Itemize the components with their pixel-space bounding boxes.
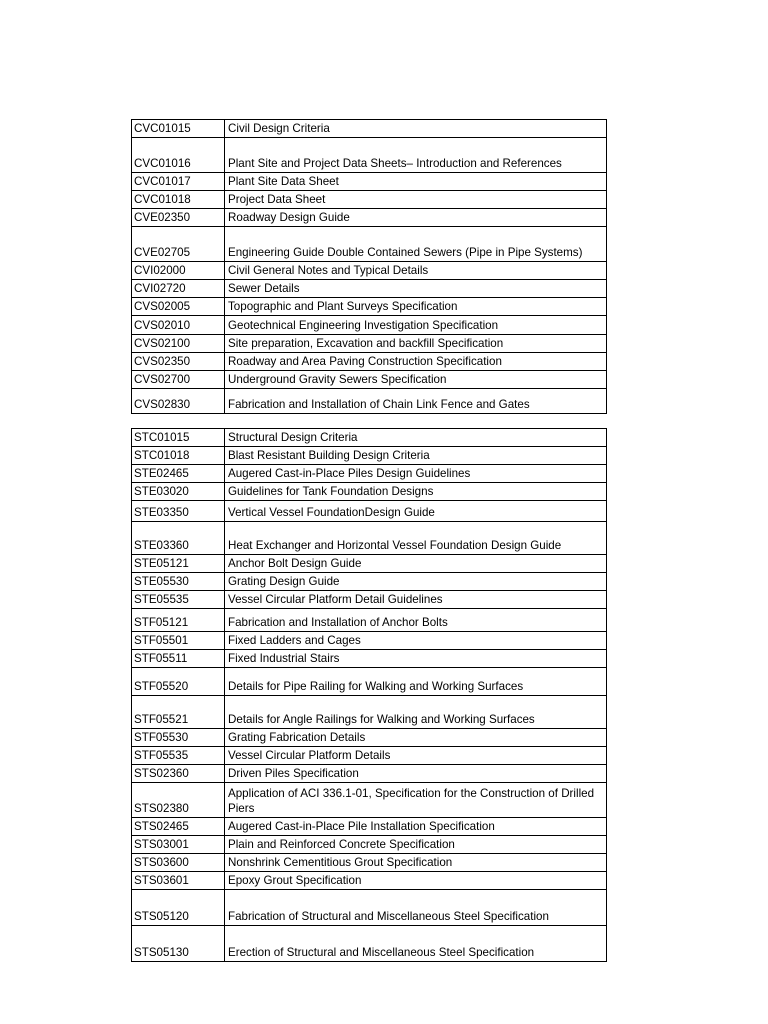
spec-code: STE03360: [132, 522, 225, 555]
spec-description: Roadway and Area Paving Construction Specification: [225, 353, 607, 371]
spec-code: STF05521: [132, 696, 225, 729]
table-row: [132, 465, 607, 483]
table-row: [132, 316, 607, 335]
spec-code: STE05530: [132, 573, 225, 591]
civil-spec-table: [131, 119, 607, 414]
spec-code: CVC01016: [132, 138, 225, 173]
spec-code: STE03020: [132, 483, 225, 501]
spec-code: CVC01015: [132, 120, 225, 138]
table-row: [132, 447, 607, 465]
table-row: [132, 555, 607, 573]
spec-code: CVS02700: [132, 371, 225, 389]
table-row: [132, 573, 607, 591]
table-row: [132, 389, 607, 414]
spec-description: Application of ACI 336.1-01, Specification for the Construction of Drilled Piers: [225, 783, 607, 818]
spec-description: Project Data Sheet: [225, 191, 607, 209]
spec-description: Anchor Bolt Design Guide: [225, 555, 607, 573]
spec-code: STS02380: [132, 783, 225, 818]
table-row: [132, 353, 607, 371]
table-row: [132, 262, 607, 280]
table-row: [132, 926, 607, 962]
spec-description: Fabrication and Installation of Anchor Bolts: [225, 609, 607, 632]
spec-code: STS02360: [132, 765, 225, 783]
spec-description: Augered Cast-in-Place Piles Design Guidelines: [225, 465, 607, 483]
structural-spec-table: [131, 428, 607, 962]
spec-description: Vessel Circular Platform Details: [225, 747, 607, 765]
spec-description: Fabrication and Installation of Chain Link Fence and Gates: [225, 389, 607, 414]
table-row: [132, 209, 607, 227]
spec-description: Fixed Ladders and Cages: [225, 632, 607, 650]
table-row: [132, 609, 607, 632]
spec-description: Civil General Notes and Typical Details: [225, 262, 607, 280]
spec-code: CVS02830: [132, 389, 225, 414]
spec-description: Fabrication of Structural and Miscellaneous Steel Specification: [225, 890, 607, 926]
table-row: [132, 120, 607, 138]
spec-code: STF05535: [132, 747, 225, 765]
table-row: [132, 371, 607, 389]
spec-description: Details for Angle Railings for Walking and Working Surfaces: [225, 696, 607, 729]
spec-description: Structural Design Criteria: [225, 429, 607, 447]
table-row: [132, 298, 607, 316]
spec-description: Plant Site and Project Data Sheets– Introduction and References: [225, 138, 607, 173]
spec-code: CVE02705: [132, 227, 225, 262]
table-row: [132, 483, 607, 501]
table-row: [132, 429, 607, 447]
table-row: [132, 632, 607, 650]
spec-code: STC01018: [132, 447, 225, 465]
table-row: [132, 818, 607, 836]
spec-code: STS03600: [132, 854, 225, 872]
table-row: [132, 729, 607, 747]
table-row: [132, 138, 607, 173]
table-row: [132, 854, 607, 872]
spec-description: Epoxy Grout Specification: [225, 872, 607, 890]
table-row: [132, 836, 607, 854]
spec-description: Site preparation, Excavation and backfill Specification: [225, 335, 607, 353]
table-row: [132, 650, 607, 668]
table-row: [132, 173, 607, 191]
table-row: [132, 765, 607, 783]
spec-code: STE05535: [132, 591, 225, 609]
spec-description: Underground Gravity Sewers Specification: [225, 371, 607, 389]
table-row: [132, 191, 607, 209]
spec-code: STF05520: [132, 668, 225, 696]
spec-description: Guidelines for Tank Foundation Designs: [225, 483, 607, 501]
spec-code: CVS02100: [132, 335, 225, 353]
spec-description: Plant Site Data Sheet: [225, 173, 607, 191]
table-row: [132, 747, 607, 765]
spec-code: CVE02350: [132, 209, 225, 227]
spec-code: STF05530: [132, 729, 225, 747]
spec-code: STF05511: [132, 650, 225, 668]
spec-code: CVC01018: [132, 191, 225, 209]
spec-description: Sewer Details: [225, 280, 607, 298]
spec-code: STE02465: [132, 465, 225, 483]
spec-description: Fixed Industrial Stairs: [225, 650, 607, 668]
spec-description: Roadway Design Guide: [225, 209, 607, 227]
spec-code: CVC01017: [132, 173, 225, 191]
table-row: [132, 872, 607, 890]
spec-code: STC01015: [132, 429, 225, 447]
spec-code: STS03601: [132, 872, 225, 890]
table-row: [132, 501, 607, 522]
spec-description: Heat Exchanger and Horizontal Vessel Foundation Design Guide: [225, 522, 607, 555]
spec-description: Grating Design Guide: [225, 573, 607, 591]
spec-description: Topographic and Plant Surveys Specification: [225, 298, 607, 316]
spec-description: Driven Piles Specification: [225, 765, 607, 783]
table-row: [132, 696, 607, 729]
spec-code: STE05121: [132, 555, 225, 573]
spec-description: Civil Design Criteria: [225, 120, 607, 138]
spec-description: Vertical Vessel FoundationDesign Guide: [225, 501, 607, 522]
spec-code: STS02465: [132, 818, 225, 836]
table-row: [132, 591, 607, 609]
spec-description: Augered Cast-in-Place Pile Installation Specification: [225, 818, 607, 836]
spec-code: CVI02000: [132, 262, 225, 280]
spec-code: CVS02350: [132, 353, 225, 371]
spec-description: Plain and Reinforced Concrete Specification: [225, 836, 607, 854]
spec-code: STS05130: [132, 926, 225, 962]
spec-description: Engineering Guide Double Contained Sewers (Pipe in Pipe Systems): [225, 227, 607, 262]
spec-description: Geotechnical Engineering Investigation Specification: [225, 316, 607, 335]
table-row: [132, 227, 607, 262]
table-row: [132, 668, 607, 696]
spec-code: CVS02010: [132, 316, 225, 335]
spec-code: STS05120: [132, 890, 225, 926]
spec-description: Nonshrink Cementitious Grout Specification: [225, 854, 607, 872]
spec-description: Details for Pipe Railing for Walking and Working Surfaces: [225, 668, 607, 696]
table-row: [132, 783, 607, 818]
spec-code: STS03001: [132, 836, 225, 854]
spec-description: Grating Fabrication Details: [225, 729, 607, 747]
spec-description: Vessel Circular Platform Detail Guidelines: [225, 591, 607, 609]
table-row: [132, 335, 607, 353]
spec-code: STE03350: [132, 501, 225, 522]
table-row: [132, 522, 607, 555]
spec-code: STF05121: [132, 609, 225, 632]
spec-code: CVS02005: [132, 298, 225, 316]
table-row: [132, 890, 607, 926]
spec-description: Blast Resistant Building Design Criteria: [225, 447, 607, 465]
spec-code: CVI02720: [132, 280, 225, 298]
spec-code: STF05501: [132, 632, 225, 650]
spec-description: Erection of Structural and Miscellaneous Steel Specification: [225, 926, 607, 962]
table-row: [132, 280, 607, 298]
